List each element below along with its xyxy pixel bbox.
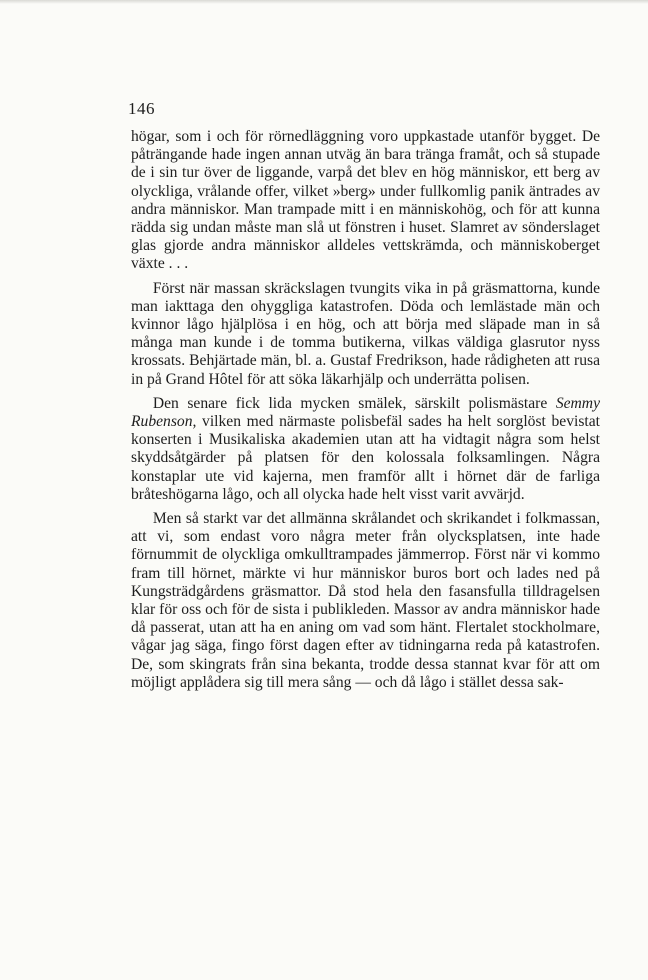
page-top-edge [0,0,648,4]
paragraph-1: högar, som i och för rörnedläggning voro uppkastade utanför bygget. De påträngande hade ingen annan utväg än bara tränga framåt, och så stupade de i sin tur över de liggande, varpå det blev en hög människor, ett berg av olyckliga, vrålande offer, vilket »berg» under fullkomlig panik äntrades av andra människor. Man trampade mitt i en människohög, och för att kunna rädda sig undan måste man slå ut fönstren i huset. Slamret av sönderslaget glas gjorde andra människor alldeles vettskrämda, och människoberget växte . . . [131,128,600,273]
page-number: 146 [128,99,155,118]
paragraph-4: Men så starkt var det allmänna skrålandet och skrikandet i folkmassan, att vi, som endast voro några meter från olycksplatsen, inte hade förnummit de olyckliga omkulltrampades jämmerrop. Först när vi kommo fram till hörnet, märkte vi hur människor buros bort och lades ned på Kungsträdgårdens gräsmattor. Då stod hela den fasansfulla tilldragelsen klar för oss och för de sista i publikleden. Massor av andra människor hade då passerat, utan att ha en aning om vad som hänt. Flertalet stockholmare, vågar jag säga, fingo först dagen efter av tidningarna reda på katastrofen. De, som skingrats från sina bekanta, trodde dessa stannat kvar för att om möjligt applådera sig till mera sång — och då lågo i stället dessa sak- [131,510,600,691]
paragraph-3 [131,395,600,504]
paragraph-3-text-after: vilken med närmaste polisbefäl sades ha helt sorglöst bevistat konserten i Musikaliska akademien utan att ha vidtagit några som helst skyddsåtgärder på platsen för den kolossala folksamlingen. Några konstaplar ute vid kajerna, men framför allt i hörnet där de farliga bråteshögarna lågo, och all olycka hade helt visst varit avvärjd. [131,413,600,503]
paragraph-2: Först när massan skräckslagen tvungits vika in på gräsmattorna, kunde man iakttaga den ohyggliga katastrofen. Döda och lemlästade män och kvinnor lågo hjälplösa i en hög, och att börja med släpade man in så många man kunde i de tomma butikerna, vilkas väldiga glasrutor nyss krossats. Behjärtade män, bl. a. Gustaf Fredrikson, hade rådigheten att rusa in på Grand Hôtel för att söka läkarhjälp och underrätta polisen. [131,279,600,388]
person-name-italic: Semmy Rubenson, [131,394,600,431]
body-text [131,128,600,692]
paragraph-3-text-before: Den senare fick lida mycken smälek, särskilt polismästare [152,394,556,412]
